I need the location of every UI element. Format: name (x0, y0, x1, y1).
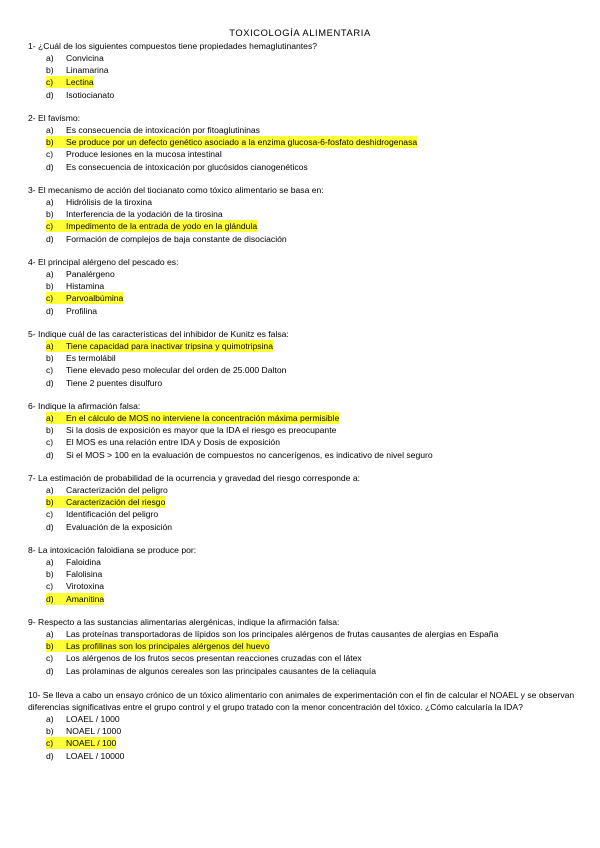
question-3 (28, 184, 576, 245)
option-b: b) Histamina (46, 281, 105, 292)
option-d: d) Tiene 2 puentes disulfuro (46, 377, 163, 388)
option-a: a) Hidrólisis de la tiroxina (46, 197, 152, 207)
question-7 (28, 472, 576, 533)
option-b: b) Linamarina (46, 65, 109, 76)
question-9 (28, 616, 576, 677)
question-text: 2- El favismo: (28, 113, 81, 123)
option-d: d) Amanitina (46, 593, 105, 604)
option-a: a) Faloidina (46, 557, 101, 567)
question-4 (28, 256, 576, 317)
option-c: c) Virotoxina (46, 581, 105, 592)
option-a: a) Tiene capacidad para inactivar tripsina y quimotripsina (46, 341, 273, 351)
option-b: b) Caracterización del riesgo (46, 497, 166, 508)
option-a: a) Caracterización del peligro (46, 485, 168, 495)
option-a: a) Las proteínas transportadoras de lípidos son los principales alérgenos de frutas causantes de alergias en España (46, 629, 499, 639)
question-text: 4- El principal alérgeno del pescado es: (28, 257, 179, 267)
question-text: 3- El mecanismo de acción del tiocianato como tóxico alimentario se basa en: (28, 185, 324, 195)
option-b: b) Se produce por un defecto genético asociado a la enzima glucosa-6-fosfato deshidrogenasa (46, 137, 418, 148)
option-c: c) Identificación del peligro (46, 509, 159, 520)
question-text: 10- Se lleva a cabo un ensayo crónico de un tóxico alimentario con animales de experimentación con el fin de calcular el NOAEL y se observan diferencias significativas entre el grupo control y el grupo tratado con la menor concentración del tóxico. ¿Cómo calcularía la IDA? (28, 690, 575, 712)
option-d: d) Profilina (46, 305, 98, 316)
question-1 (28, 40, 576, 101)
option-c: c) Los alérgenos de los frutos secos presentan reacciones cruzadas con el látex (46, 653, 362, 664)
question-6 (28, 400, 576, 461)
option-b: b) NOAEL / 1000 (46, 726, 122, 737)
option-a: a) Convicina (46, 53, 104, 63)
question-text: 1- ¿Cuál de los siguientes compuestos tiene propiedades hemaglutinantes? (28, 41, 318, 51)
question-text: 5- Indique cuál de las características del inhibidor de Kunitz es falsa: (28, 329, 289, 339)
question-8 (28, 544, 576, 605)
question-2 (28, 112, 576, 173)
option-b: b) Interferencia de la yodación de la tirosina (46, 209, 223, 220)
option-c: c) Tiene elevado peso molecular del orden de 25.000 Dalton (46, 365, 287, 376)
option-c: c) NOAEL / 100 (46, 738, 117, 749)
option-a: a) Es consecuencia de intoxicación por fitoaglutininas (46, 125, 260, 135)
question-text: 9- Respecto a las sustancias alimentarias alergénicas, indique la afirmación falsa: (28, 617, 340, 627)
question-text: 6- Indique la afirmación falsa: (28, 401, 141, 411)
option-d: d) Isotiocianato (46, 89, 115, 100)
option-a: a) En el cálculo de MOS no interviene la concentración máxima permisible (46, 413, 340, 423)
question-10 (28, 689, 576, 762)
option-c: c) Parvoalbúmina (46, 293, 124, 304)
page-title: TOXICOLOGÍA ALIMENTARIA (229, 27, 371, 38)
option-d: d) Si el MOS > 100 en la evaluación de compuestos no cancerígenos, es indicativo de nivel seguro (46, 449, 433, 460)
question-text: 7- La estimación de probabilidad de la ocurrencia y gravedad del riesgo corresponde a: (28, 473, 361, 483)
option-b: b) Si la dosis de exposición es mayor que la IDA el riesgo es preocupante (46, 425, 337, 436)
option-a: a) LOAEL / 1000 (46, 714, 120, 724)
option-d: d) Las prolaminas de algunos cereales son las principales causantes de la celiaquía (46, 665, 377, 676)
option-c: c) Produce lesiones en la mucosa intestinal (46, 149, 222, 160)
question-5 (28, 328, 576, 389)
option-d: d) Formación de complejos de baja constante de disociación (46, 233, 287, 244)
option-d: d) Evaluación de la exposición (46, 521, 173, 532)
option-d: d) Es consecuencia de intoxicación por glucósidos cianogenéticos (46, 161, 308, 172)
option-d: d) LOAEL / 10000 (46, 750, 125, 761)
option-b: b) Es termolábil (46, 353, 116, 364)
option-c: c) El MOS es una relación entre IDA y Dosis de exposición (46, 437, 280, 448)
option-c: c) Impedimento de la entrada de yodo en la glándula (46, 221, 258, 232)
option-b: b) Las profilinas son los principales alérgenos del huevo (46, 641, 270, 652)
question-text: 8- La intoxicación faloidiana se produce por: (28, 545, 197, 555)
option-b: b) Falolisina (46, 569, 103, 580)
option-c: c) Lectina (46, 77, 94, 88)
option-a: a) Panalérgeno (46, 269, 115, 279)
